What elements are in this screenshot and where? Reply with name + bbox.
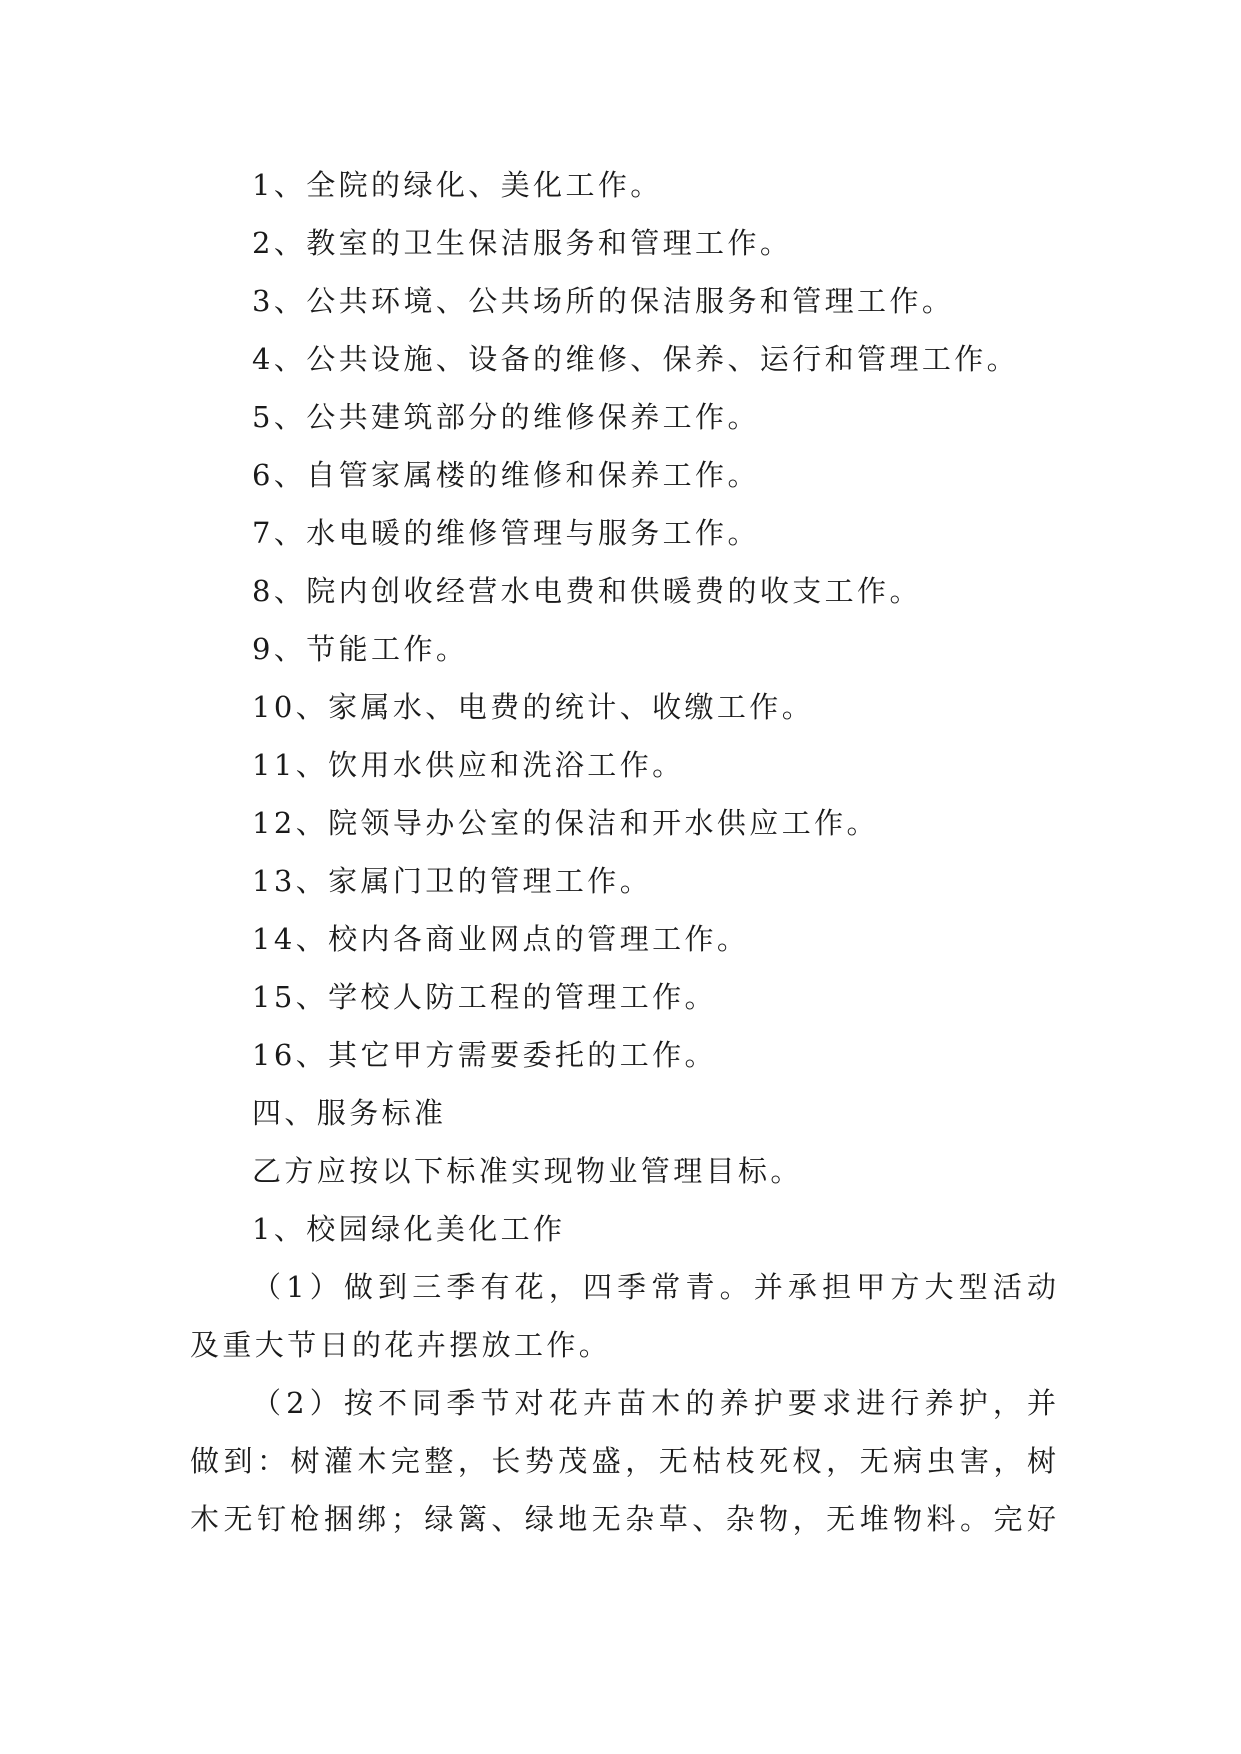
list-item-13: 13、家属门卫的管理工作。 xyxy=(252,864,653,898)
paragraph-line: 木无钉枪捆绑；绿篱、绿地无杂草、杂物，无堆物料。完好 xyxy=(190,1502,1056,1536)
section-heading: 四、服务标准 xyxy=(252,1096,447,1130)
list-item-6: 6、自管家属楼的维修和保养工作。 xyxy=(252,458,760,492)
section-intro: 乙方应按以下标准实现物业管理目标。 xyxy=(252,1154,803,1188)
list-item-11: 11、饮用水供应和洗浴工作。 xyxy=(252,748,685,782)
list-item-8: 8、院内创收经营水电费和供暖费的收支工作。 xyxy=(252,574,922,608)
list-item-14: 14、校内各商业网点的管理工作。 xyxy=(252,922,750,956)
list-item-9: 9、节能工作。 xyxy=(252,632,469,666)
subsection-heading: 1、校园绿化美化工作 xyxy=(252,1212,566,1246)
paragraph-line: （2）按不同季节对花卉苗木的养护要求进行养护，并 xyxy=(252,1386,1056,1420)
list-item-16: 16、其它甲方需要委托的工作。 xyxy=(252,1038,717,1072)
list-item-4: 4、公共设施、设备的维修、保养、运行和管理工作。 xyxy=(252,342,1020,376)
list-item-5: 5、公共建筑部分的维修保养工作。 xyxy=(252,400,760,434)
paragraph-line: 做到：树灌木完整，长势茂盛，无枯枝死杈，无病虫害，树 xyxy=(190,1444,1056,1478)
paragraph-line: 及重大节日的花卉摆放工作。 xyxy=(190,1328,612,1362)
list-item-12: 12、院领导办公室的保洁和开水供应工作。 xyxy=(252,806,879,840)
list-item-1: 1、全院的绿化、美化工作。 xyxy=(252,168,663,202)
list-item-10: 10、家属水、电费的统计、收缴工作。 xyxy=(252,690,815,724)
list-item-15: 15、学校人防工程的管理工作。 xyxy=(252,980,717,1014)
list-item-3: 3、公共环境、公共场所的保洁服务和管理工作。 xyxy=(252,284,955,318)
paragraph-line: （1）做到三季有花，四季常青。并承担甲方大型活动 xyxy=(252,1270,1056,1304)
list-item-2: 2、教室的卫生保洁服务和管理工作。 xyxy=(252,226,793,260)
list-item-7: 7、水电暖的维修管理与服务工作。 xyxy=(252,516,760,550)
